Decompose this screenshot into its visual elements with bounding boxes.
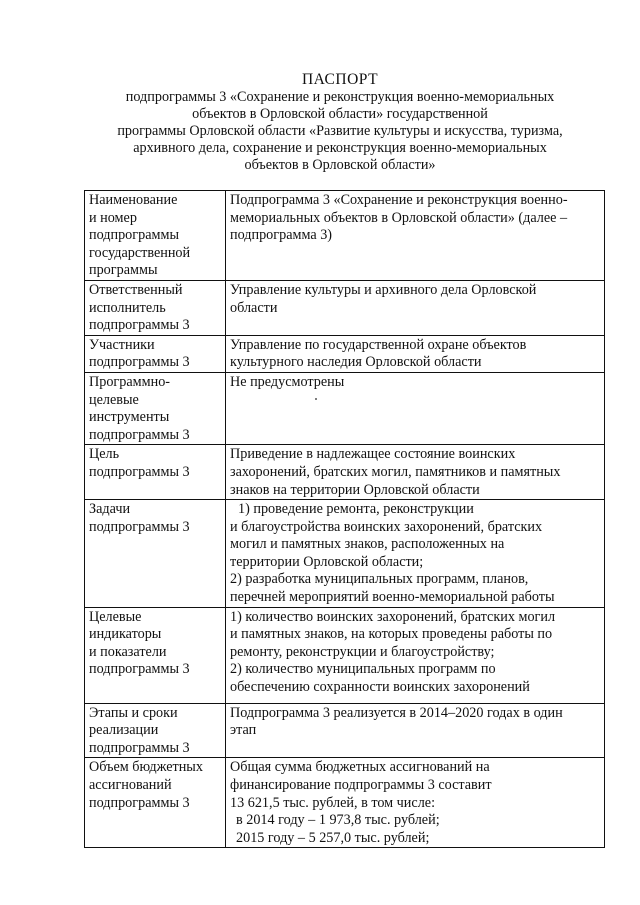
value-line: Приведение в надлежащее состояние воинских xyxy=(230,446,516,463)
label-line: подпрограммы 3 xyxy=(89,794,190,811)
value-line: Подпрограмма 3 «Сохранение и реконструкция военно- xyxy=(230,192,568,208)
label-line: Программно- xyxy=(89,373,171,390)
label-line: подпрограммы xyxy=(89,227,179,244)
scan-speck xyxy=(315,398,317,400)
label-line: подпрограммы 3 xyxy=(89,317,190,334)
value-line: 2) разработка муниципальных программ, планов, xyxy=(230,571,529,588)
row-value xyxy=(226,335,605,372)
value-line: Подпрограмма 3 реализуется в 2014–2020 годах в один xyxy=(230,704,563,721)
value-line: и памятных знаков, на которых проведены работы по xyxy=(230,626,553,643)
value-line: знаков на территории Орловской области xyxy=(230,481,480,498)
document-title: ПАСПОРТ xyxy=(301,71,379,88)
value-line: и благоустройства воинских захоронений, братских xyxy=(230,518,543,535)
value-line: Управление культуры и архивного дела Орловской xyxy=(230,281,537,298)
value-line: ремонту, реконструкции и благоустройству; xyxy=(230,643,495,660)
label-line: индикаторы xyxy=(89,626,162,643)
table-row xyxy=(85,335,605,372)
value-line: 2) количество муниципальных программ по xyxy=(230,661,496,678)
table-row xyxy=(85,703,605,758)
label-line: программы xyxy=(89,262,158,279)
value-line: обеспечению сохранности воинских захоронений xyxy=(230,679,530,696)
value-line: захоронений, братских могил, памятников и памятных xyxy=(230,463,561,480)
row-label xyxy=(85,500,226,608)
label-line: подпрограммы 3 xyxy=(89,463,190,480)
table-row xyxy=(85,445,605,500)
label-line: подпрограммы 3 xyxy=(89,354,190,371)
header-line: объектов в Орловской области» xyxy=(244,157,436,173)
label-line: подпрограммы 3 xyxy=(89,661,190,678)
value-line: 1) проведение ремонта, реконструкции xyxy=(238,501,474,518)
value-line: территории Орловской области; xyxy=(230,553,424,570)
table-row xyxy=(85,500,605,608)
label-line: Ответственный xyxy=(89,281,183,298)
table-row xyxy=(85,758,605,848)
label-line: реализации xyxy=(89,722,159,739)
label-line: Цель xyxy=(89,446,120,463)
label-line: подпрограммы 3 xyxy=(89,739,190,756)
table-row xyxy=(85,191,605,281)
row-value xyxy=(226,445,605,500)
header-line: программы Орловской области «Развитие культуры и искусства, туризма, xyxy=(117,123,563,139)
header-line: архивного дела, сохранение и реконструкция военно-мемориальных xyxy=(133,140,547,156)
label-line: подпрограммы 3 xyxy=(89,426,190,443)
label-line: Этапы и сроки xyxy=(89,704,178,721)
value-line: 1) количество воинских захоронений, братских могил xyxy=(230,608,556,625)
label-line: Наименование xyxy=(89,192,178,208)
row-value xyxy=(226,500,605,608)
label-line: Участники xyxy=(89,336,155,353)
table-row xyxy=(85,280,605,335)
row-label xyxy=(85,191,226,281)
row-value xyxy=(226,758,605,848)
row-label xyxy=(85,445,226,500)
label-line: Задачи xyxy=(89,501,131,518)
value-line: Общая сумма бюджетных ассигнований на xyxy=(230,759,490,776)
row-value xyxy=(226,607,605,703)
value-line: 2015 году – 5 257,0 тыс. рублей; xyxy=(236,829,430,846)
value-line: перечней мероприятий военно-мемориальной работы xyxy=(230,589,555,606)
value-line: могил и памятных знаков, расположенных на xyxy=(230,536,505,553)
row-value xyxy=(226,280,605,335)
value-line: Управление по государственной охране объектов xyxy=(230,336,527,353)
row-label xyxy=(85,758,226,848)
label-line: государственной xyxy=(89,244,191,261)
document-header xyxy=(80,71,600,174)
passport-table xyxy=(84,190,605,848)
row-label xyxy=(85,280,226,335)
value-line: области xyxy=(230,299,278,316)
row-value xyxy=(226,191,605,281)
header-line: объектов в Орловской области» государственной xyxy=(192,106,488,122)
label-line: Объем бюджетных xyxy=(89,759,203,776)
label-line: целевые xyxy=(89,391,139,408)
label-line: ассигнований xyxy=(89,777,172,794)
row-label xyxy=(85,335,226,372)
value-line: подпрограмма 3) xyxy=(230,227,333,244)
header-line: подпрограммы 3 «Сохранение и реконструкция военно-мемориальных xyxy=(125,89,555,105)
label-line: Целевые xyxy=(89,608,142,625)
row-label xyxy=(85,607,226,703)
label-line: подпрограммы 3 xyxy=(89,518,190,535)
value-line: финансирование подпрограммы 3 составит xyxy=(230,777,492,794)
label-line: и номер xyxy=(89,209,137,226)
value-line: Не предусмотрены xyxy=(230,373,345,390)
table-row xyxy=(85,607,605,703)
label-line: инструменты xyxy=(89,409,170,426)
label-line: и показатели xyxy=(89,643,167,660)
row-label xyxy=(85,703,226,758)
value-line: 13 621,5 тыс. рублей, в том числе: xyxy=(230,794,436,811)
value-line: культурного наследия Орловской области xyxy=(230,354,482,371)
row-label xyxy=(85,372,226,444)
table-row xyxy=(85,372,605,444)
value-line: в 2014 году – 1 973,8 тыс. рублей; xyxy=(236,812,440,829)
row-value xyxy=(226,703,605,758)
label-line: исполнитель xyxy=(89,299,166,316)
row-value xyxy=(226,372,605,444)
value-line: мемориальных объектов в Орловской области» (далее – xyxy=(230,209,568,226)
value-line: этап xyxy=(230,722,257,739)
